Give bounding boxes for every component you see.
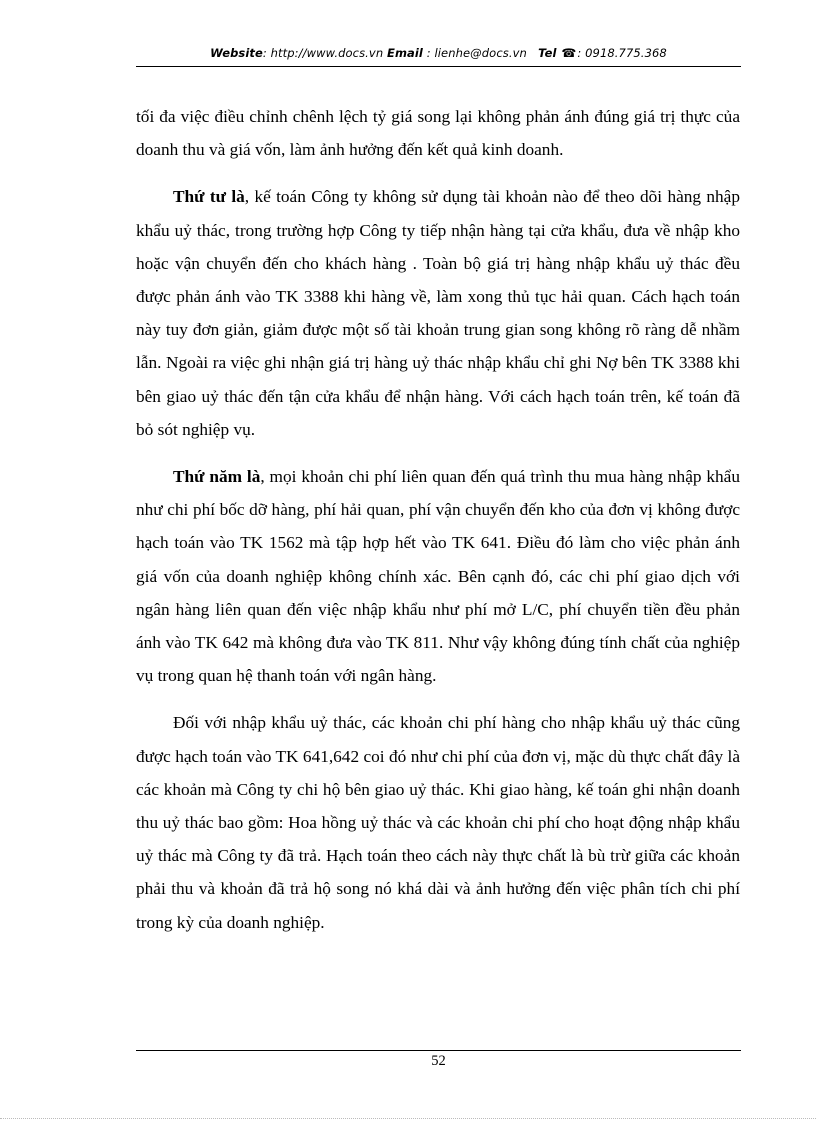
- paragraph-3: [136, 460, 740, 692]
- paragraph-1: [136, 100, 740, 166]
- footer-rule: [136, 1050, 741, 1051]
- page-header: [136, 46, 741, 60]
- website-value: : http://www.docs.vn: [262, 46, 384, 60]
- telephone-icon: ☎: [561, 46, 577, 60]
- email-value: : lienhe@docs.vn: [426, 46, 527, 60]
- website-label: Website: [210, 46, 263, 60]
- paragraph-3-text: , mọi khoản chi phí liên quan đến quá trình thu mua hàng nhập khẩu như chi phí bốc dỡ hàng, phí hải quan, phí vận chuyển đến kho của đơn vị không được hạch toán vào TK 1562 mà tập hợp hết vào TK 641. Điều đó làm cho việc phản ánh giá vốn của doanh nghiệp không chính xác. Bên cạnh đó, các chi phí giao dịch với ngân hàng liên quan đến việc nhập khẩu như phí mở L/C, phí chuyển tiền đều phản ánh vào TK 642 mà không đưa vào TK 811. Như vậy không đúng tính chất của nghiệp vụ trong quan hệ thanh toán với ngân hàng.: [136, 467, 740, 686]
- email-label: Email: [386, 46, 423, 60]
- tel-value: : 0918.775.368: [577, 46, 667, 60]
- paragraph-4-text: Đối với nhập khẩu uỷ thác, các khoản chi phí hàng cho nhập khẩu uỷ thác cũng được hạch toán vào TK 641,642 coi đó như chi phí của đơn vị, mặc dù thực chất đây là các khoản mà Công ty chi hộ bên giao uỷ thác. Khi giao hàng, kế toán ghi nhận doanh thu uỷ thác bao gồm: Hoa hồng uỷ thác và các khoản chi phí cho hoạt động nhập khẩu uỷ thác mà Công ty đã trả. Hạch toán theo cách này thực chất là bù trừ giữa các khoản phải thu và khoản đã trả hộ song nó khá dài và ảnh hưởng đến việc phân tích chi phí trong kỳ của doanh nghiệp.: [136, 713, 740, 932]
- paragraph-2: [136, 180, 740, 446]
- page-number: 52: [431, 1053, 446, 1069]
- header-rule: [136, 66, 741, 67]
- page-bottom-border: [0, 1118, 816, 1119]
- paragraph-3-lead: Thứ năm là: [173, 467, 261, 487]
- tel-label: Tel: [538, 46, 557, 60]
- paragraph-4: [136, 706, 740, 938]
- body-text: [136, 100, 740, 953]
- paragraph-2-lead: Thứ tư là: [173, 187, 245, 207]
- paragraph-1-text: tối đa việc điều chỉnh chênh lệch tỷ giá song lại không phản ánh đúng giá trị thực của doanh thu và giá vốn, làm ảnh hưởng đến kết quả kinh doanh.: [136, 107, 740, 160]
- paragraph-2-text: , kế toán Công ty không sử dụng tài khoản nào để theo dõi hàng nhập khẩu uỷ thác, trong trường hợp Công ty tiếp nhận hàng tại cửa khẩu, đưa về nhập kho hoặc vận chuyển đến cho khách hàng . Toàn bộ giá trị hàng nhập khẩu uỷ thác đều được phản ánh vào TK 3388 khi hàng về, làm xong thủ tục hải quan. Cách hạch toán này tuy đơn giản, giảm được một số tài khoản trung gian song không rõ ràng dễ nhầm lẫn. Ngoài ra việc ghi nhận giá trị hàng uỷ thác nhập khẩu chỉ ghi Nợ bên TK 3388 khi bên giao uỷ thác đến tận cửa khẩu để nhận hàng. Với cách hạch toán trên, kế toán đã bỏ sót nghiệp vụ.: [136, 187, 740, 439]
